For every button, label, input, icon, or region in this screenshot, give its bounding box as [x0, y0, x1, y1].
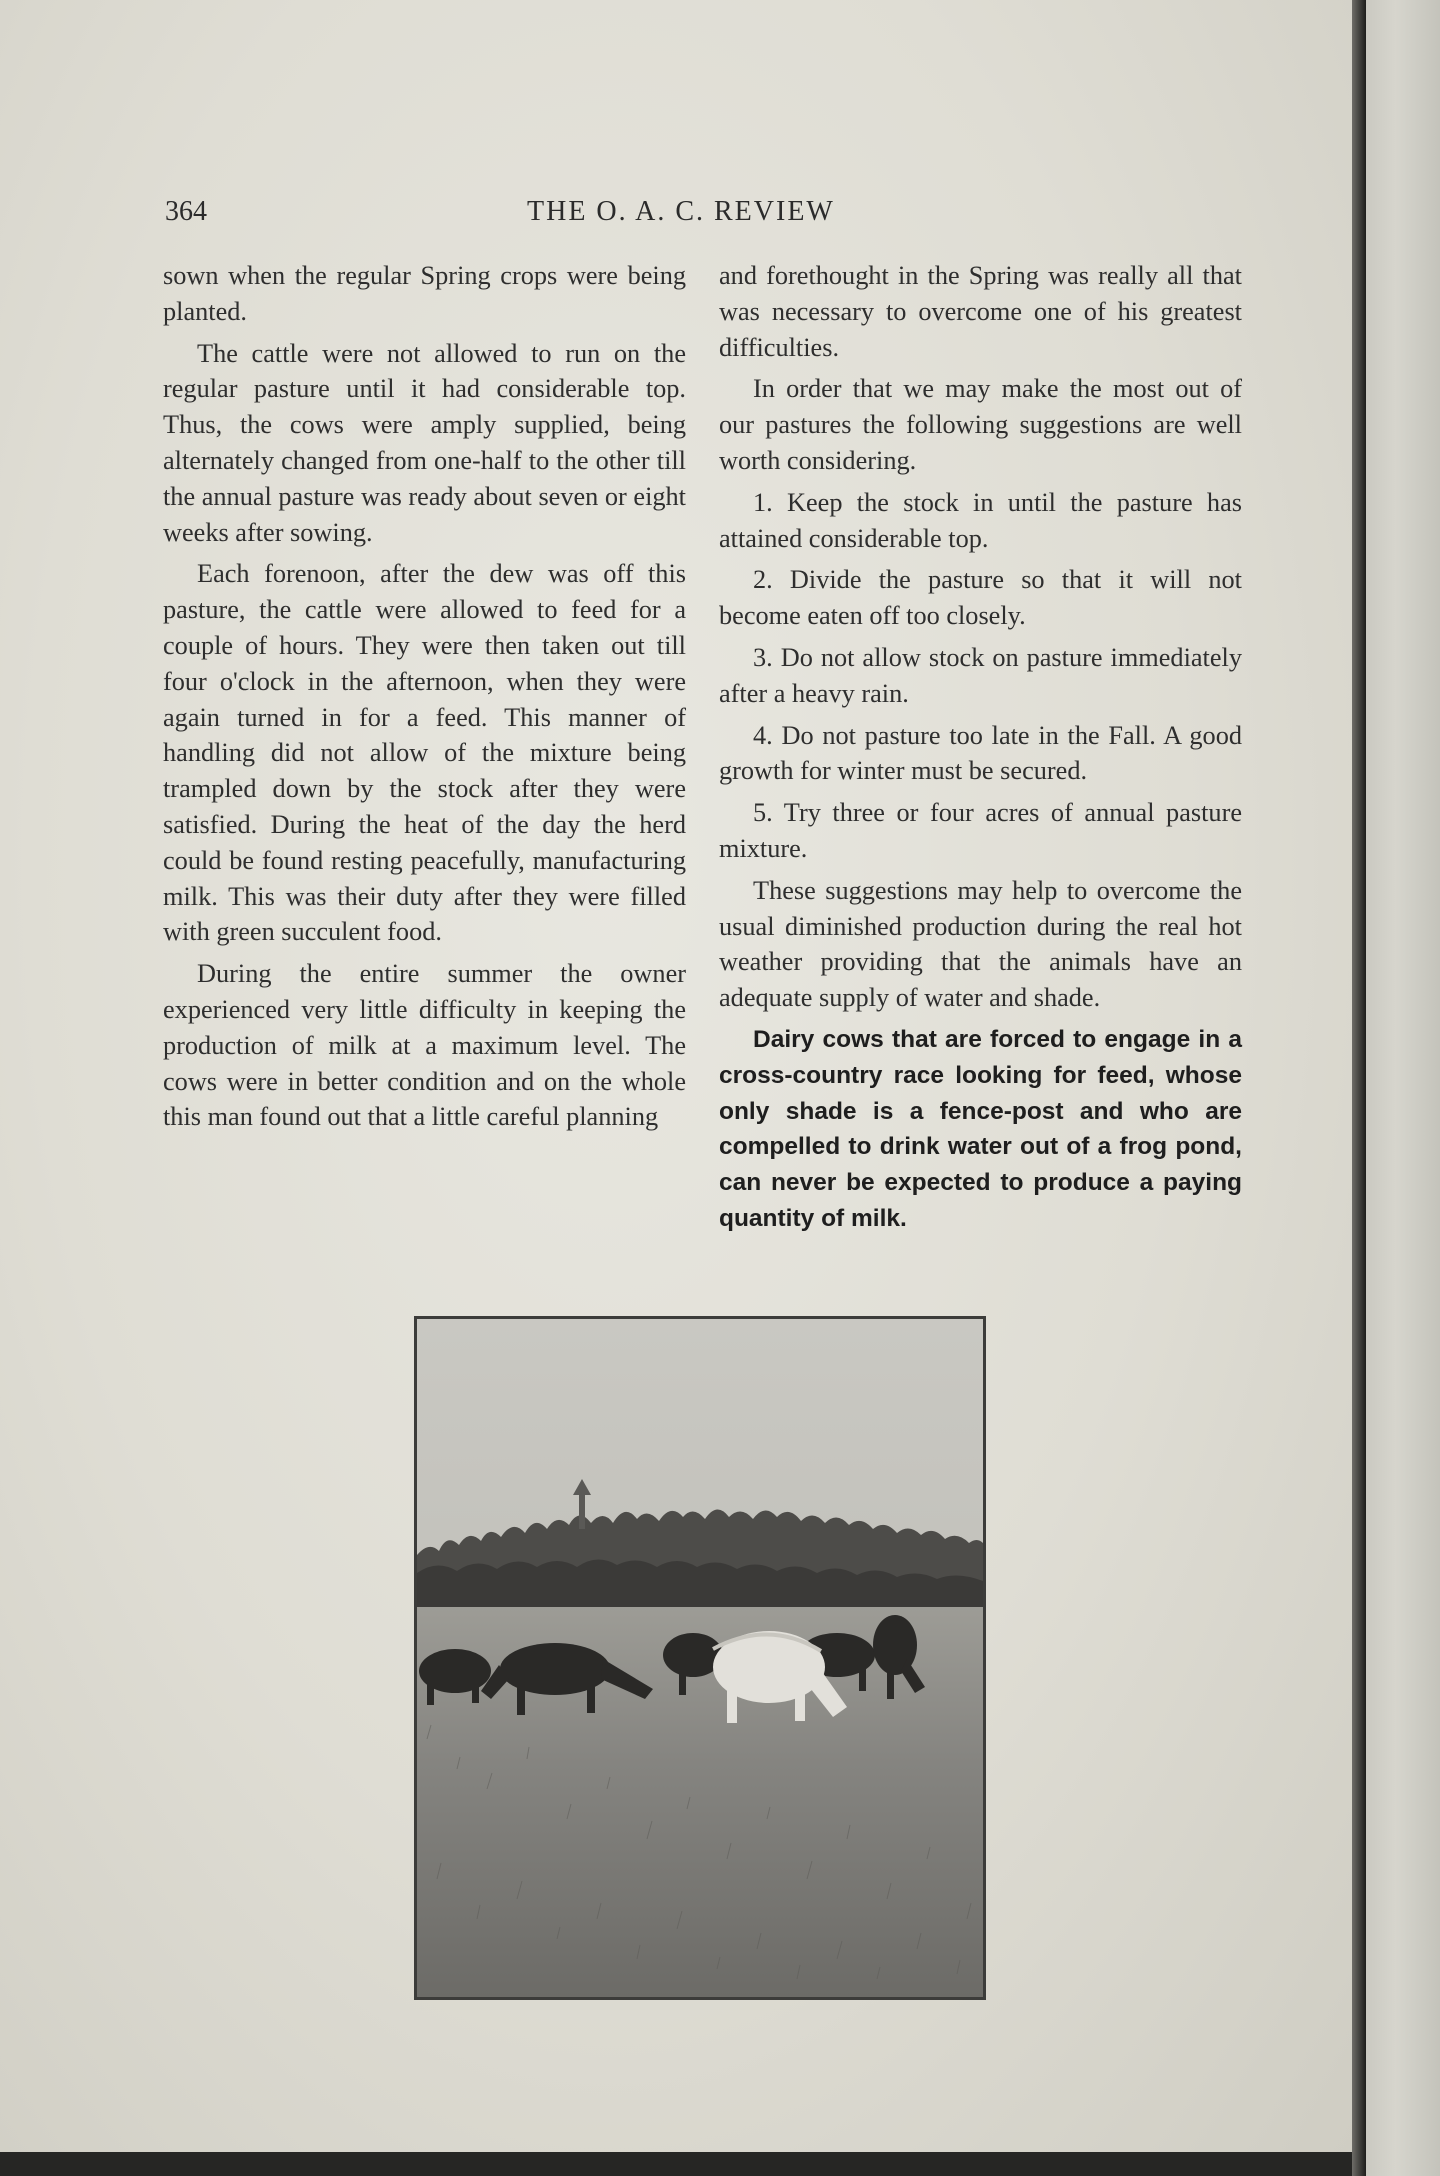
paragraph: During the entire summer the owner experienced very little difficulty in keeping the production of milk at a maximum level. The cows were in better condition and on the whole this man found out that a little careful planning — [163, 959, 686, 1132]
right-column — [719, 258, 1242, 1243]
left-column — [163, 258, 686, 1141]
list-item: 4. Do not pasture too late in the Fall. A good growth for winter must be secured. — [719, 720, 1242, 786]
paragraph: and forethought in the Spring was really all that was necessary to overcome one of his greatest difficulties. — [719, 261, 1242, 362]
list-item: 1. Keep the stock in until the pasture has attained considerable top. — [719, 487, 1242, 553]
paragraph: Each forenoon, after the dew was off this pasture, the cattle were allowed to feed for a couple of hours. They were then taken out till four o'clock in the afternoon, when they were again turned in for a feed. This manner of handling did not allow of the mixture being trampled down by the stock after they were satisfied. During the heat of the day the herd could be found resting peacefully, manufacturing milk. This was their duty after they were filled with green succulent food. — [163, 559, 686, 947]
paragraph: These suggestions may help to overcome the usual diminished production during the real hot weather providing that the animals have an adequate supply of water and shade. — [719, 875, 1242, 1013]
cattle-photo — [414, 1316, 986, 2000]
paragraph: sown when the regular Spring crops were being planted. — [163, 261, 686, 326]
list-item: 5. Try three or four acres of annual pasture mixture. — [719, 798, 1242, 863]
paragraph: In order that we may make the most out of our pastures the following suggestions are well worth considering. — [719, 374, 1242, 475]
adjacent-page-edge — [1366, 0, 1440, 2176]
journal-title: THE O. A. C. REVIEW — [527, 196, 835, 227]
list-item: 2. Divide the pasture so that it will not become eaten off too closely. — [719, 565, 1242, 631]
book-spine — [1352, 0, 1366, 2176]
running-head — [165, 196, 1245, 236]
list-item: 3. Do not allow stock on pasture immediately after a heavy rain. — [719, 642, 1242, 708]
page-number: 364 — [165, 196, 207, 227]
paragraph: The cattle were not allowed to run on the regular pasture until it had considerable top. Thus, the cows were amply supplied, being alternately changed from one-half to the other till the annual pasture was ready about seven or eight weeks after sowing. — [163, 338, 686, 547]
scan-bottom-edge — [0, 2152, 1352, 2176]
bold-note: Dairy cows that are forced to engage in a cross-country race looking for feed, whose only shade is a fence-post and who are compelled to drink water out of a frog pond, can never be expected to produce a paying quantity of milk. — [719, 1025, 1242, 1232]
